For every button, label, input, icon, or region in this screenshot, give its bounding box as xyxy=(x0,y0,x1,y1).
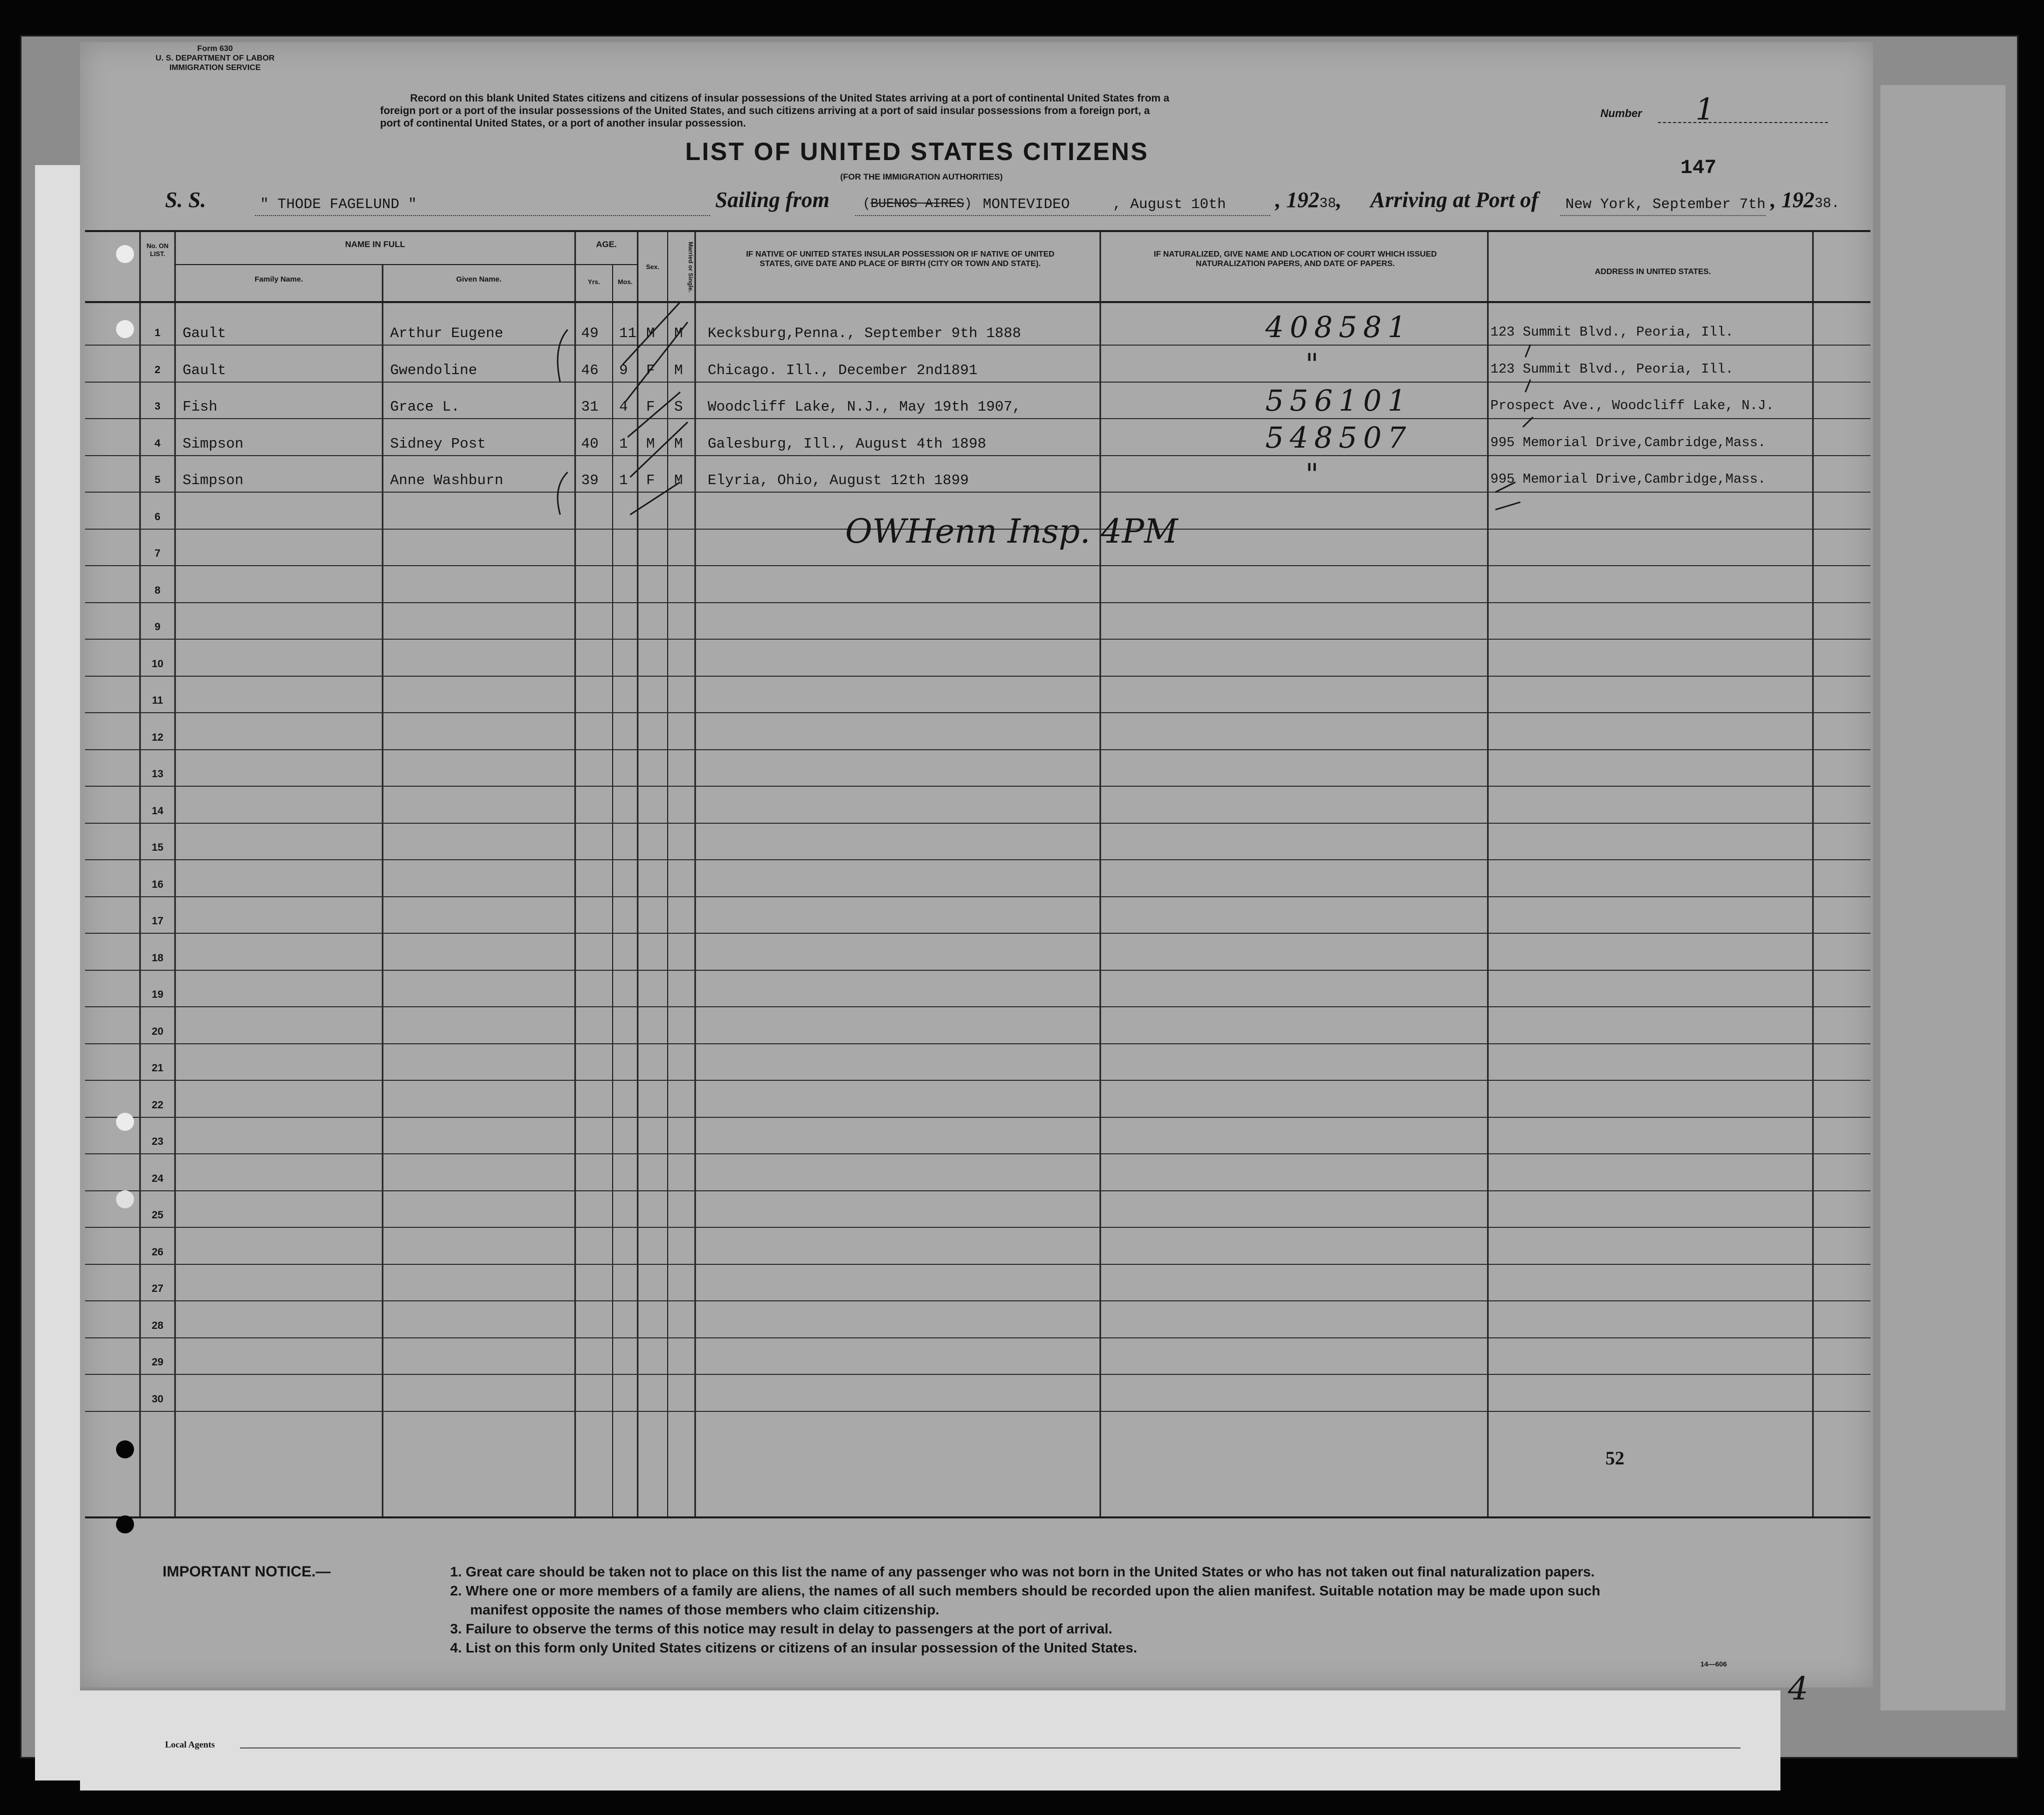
col-address-header: ADDRESS IN UNITED STATES. xyxy=(1594,268,1711,276)
row-number: 19 xyxy=(152,989,164,1000)
age-months-cell: 11 xyxy=(619,325,637,342)
naturalization-number-cell: " xyxy=(1305,457,1325,491)
marital-status-cell: M xyxy=(674,435,683,452)
row-rule xyxy=(85,786,1870,787)
row-number: 13 xyxy=(152,768,164,780)
age-years-cell: 31 xyxy=(581,399,599,415)
underlying-page-right xyxy=(1880,85,2005,1710)
given-name-cell: Grace L. xyxy=(390,399,460,415)
marital-status-cell: S xyxy=(674,399,683,415)
address-cell: 995 Memorial Drive,Cambridge,Mass. xyxy=(1490,472,1766,487)
naturalization-number-cell: 548507 xyxy=(1265,420,1412,455)
print-code: 14—606 xyxy=(1700,1660,1727,1668)
row-number: 24 xyxy=(152,1172,164,1184)
local-agents-line xyxy=(240,1747,1740,1748)
notice-item-2: 2. Where one or more members of a family are aliens, the names of all such members should be recorded upon the alien manifest. Suitable notation may be made upon such xyxy=(450,1583,1600,1598)
row-number: 2 xyxy=(155,364,161,376)
sex-cell: M xyxy=(646,325,655,342)
row-rule xyxy=(85,1300,1870,1301)
row-number: 29 xyxy=(152,1356,164,1368)
age-months-cell: 4 xyxy=(619,399,628,415)
row-rule xyxy=(85,823,1870,824)
family-name-cell: Fish xyxy=(183,399,218,415)
address-cell: 123 Summit Blvd., Peoria, Ill. xyxy=(1490,325,1734,340)
age-months-cell: 1 xyxy=(619,472,628,489)
age-years-cell: 40 xyxy=(581,435,599,452)
sailing-label: Sailing from xyxy=(715,188,830,212)
row-number: 23 xyxy=(152,1136,164,1147)
row-rule xyxy=(85,1337,1870,1338)
local-agents-label: Local Agents xyxy=(165,1739,215,1749)
port-struck: (BUENOS AIRES) xyxy=(863,196,972,211)
number-value: 1 xyxy=(1695,92,1715,127)
row-number: 14 xyxy=(152,805,164,817)
sail-date: , August 10th xyxy=(1113,196,1226,213)
row-number: 9 xyxy=(155,621,161,633)
row-rule xyxy=(85,712,1870,713)
row-number: 7 xyxy=(155,548,161,559)
sail-year: , 19238, xyxy=(1275,188,1342,212)
age-months-cell: 9 xyxy=(619,362,628,379)
age-years-cell: 46 xyxy=(581,362,599,379)
port-from: MONTEVIDEO xyxy=(983,196,1070,213)
birth-place-date-cell: Chicago. Ill., December 2nd1891 xyxy=(708,362,978,379)
row-number: 1 xyxy=(155,327,161,339)
instructions-line-2: foreign port or a port of the insular possessions of the United States, and such citizens arriving at a port of said insular possessions from a foreign port, a xyxy=(380,105,1150,117)
family-name-cell: Gault xyxy=(183,362,227,379)
row-rule xyxy=(85,676,1870,677)
row-rule xyxy=(85,1153,1870,1154)
row-number: 17 xyxy=(152,915,164,927)
department-label: U. S. DEPARTMENT OF LABOR xyxy=(156,54,275,63)
white-sheet-bottom xyxy=(80,1690,1780,1790)
instructions-line-3: port of continental United States, or a port of another insular possession. xyxy=(380,118,746,129)
punch-hole xyxy=(116,1113,134,1131)
row-rule xyxy=(85,896,1870,897)
col-mos-header: Mos. xyxy=(618,278,633,286)
birth-place-date-cell: Elyria, Ohio, August 12th 1899 xyxy=(708,472,969,489)
birth-place-date-cell: Woodcliff Lake, N.J., May 19th 1907, xyxy=(708,399,1021,415)
address-cell: 995 Memorial Drive,Cambridge,Mass. xyxy=(1490,435,1766,451)
row-number: 21 xyxy=(152,1062,164,1074)
row-rule xyxy=(85,1190,1870,1191)
col-given-header: Given Name. xyxy=(456,275,502,284)
number-label: Number xyxy=(1600,107,1642,120)
page-title: LIST OF UNITED STATES CITIZENS xyxy=(685,138,1149,166)
row-number: 25 xyxy=(152,1209,164,1221)
form-number: Form 630 xyxy=(197,45,233,53)
manifest-sheet xyxy=(80,42,1873,1687)
row-number: 10 xyxy=(152,658,164,670)
col-no-header: No. ON LIST. xyxy=(146,242,169,258)
col-yrs-header: Yrs. xyxy=(588,278,600,286)
row-rule xyxy=(85,1411,1870,1412)
corner-mark: 4 xyxy=(1788,1670,1808,1707)
row-number: 22 xyxy=(152,1099,164,1111)
col-name-header: NAME IN FULL xyxy=(345,240,405,249)
row-rule xyxy=(85,933,1870,934)
ss-label: S. S. xyxy=(165,188,206,212)
instructions-line-1: Record on this blank United States citizens and citizens of insular possessions of the United States arriving at a port of continental United States from a xyxy=(410,93,1170,104)
notice-item-2-cont: manifest opposite the names of those members who claim citizenship. xyxy=(470,1602,940,1617)
col-age-header: AGE. xyxy=(596,240,617,249)
col-married-header: Married or Single. xyxy=(687,242,694,293)
punch-hole xyxy=(116,1515,134,1533)
given-name-cell: Gwendoline xyxy=(390,362,478,379)
marital-status-cell: M xyxy=(674,472,683,489)
naturalization-number-cell: " xyxy=(1305,347,1325,381)
given-name-cell: Anne Washburn xyxy=(390,472,504,489)
row-rule xyxy=(85,1043,1870,1044)
row-rule xyxy=(85,1080,1870,1081)
row-number: 8 xyxy=(155,584,161,596)
birth-place-date-cell: Galesburg, Ill., August 4th 1898 xyxy=(708,435,986,452)
col-native-header: IF NATIVE OF UNITED STATES INSULAR POSSESSION OR IF NATIVE OF UNITED STATES, GIVE DATE AND PLACE OF BIRTH (CITY OR TOWN AND STATE). xyxy=(746,250,1055,268)
given-name-cell: Arthur Eugene xyxy=(390,325,504,342)
family-name-cell: Simpson xyxy=(183,472,244,489)
row-rule xyxy=(85,970,1870,971)
given-name-cell: Sidney Post xyxy=(390,435,486,452)
row-number: 26 xyxy=(152,1246,164,1258)
row-rule xyxy=(85,1227,1870,1228)
row-number: 15 xyxy=(152,842,164,853)
row-number: 6 xyxy=(155,511,161,523)
address-cell: Prospect Ave., Woodcliff Lake, N.J. xyxy=(1490,399,1774,414)
family-name-cell: Gault xyxy=(183,325,227,342)
arriving-label: Arriving at Port of xyxy=(1370,188,1539,212)
sex-cell: F xyxy=(646,399,655,415)
white-sheet-edge xyxy=(35,165,80,1780)
col-family-header: Family Name. xyxy=(255,275,303,284)
punch-hole xyxy=(116,1190,134,1208)
arrival-year: , 19238. xyxy=(1770,188,1840,212)
family-name-cell: Simpson xyxy=(183,435,244,452)
row-number: 5 xyxy=(155,474,161,486)
row-number: 28 xyxy=(152,1319,164,1331)
row-number: 18 xyxy=(152,952,164,964)
inspector-note: OWHenn Insp. 4PM xyxy=(845,512,1178,551)
page-stamp: 147 xyxy=(1680,157,1717,180)
row-rule xyxy=(85,859,1870,860)
sex-cell: F xyxy=(646,472,655,489)
row-rule xyxy=(85,1374,1870,1375)
notice-item-3: 3. Failure to observe the terms of this notice may result in delay to passengers at the port of arrival. xyxy=(450,1621,1113,1636)
col-sex-header: Sex. xyxy=(646,263,660,271)
service-label: IMMIGRATION SERVICE xyxy=(169,64,261,72)
row-rule xyxy=(85,1006,1870,1007)
marital-status-cell: M xyxy=(674,362,683,379)
page-count: 52 xyxy=(1605,1448,1624,1469)
punch-hole xyxy=(116,320,134,338)
row-rule xyxy=(85,1264,1870,1265)
col-naturalized-header: IF NATURALIZED, GIVE NAME AND LOCATION OF COURT WHICH ISSUED NATURALIZATION PAPERS, AND DATE OF PAPERS. xyxy=(1154,250,1437,268)
address-cell: 123 Summit Blvd., Peoria, Ill. xyxy=(1490,362,1734,377)
row-number: 16 xyxy=(152,878,164,890)
birth-place-date-cell: Kecksburg,Penna., September 9th 1888 xyxy=(708,325,1021,342)
port-to: New York, September 7th xyxy=(1565,196,1766,213)
sex-cell: M xyxy=(646,435,655,452)
row-number: 30 xyxy=(152,1393,164,1405)
notice-heading: IMPORTANT NOTICE.— xyxy=(163,1563,331,1580)
notice-item-4: 4. List on this form only United States citizens or citizens of an insular possession of the United States. xyxy=(450,1640,1137,1655)
age-years-cell: 39 xyxy=(581,472,599,489)
age-months-cell: 1 xyxy=(619,435,628,452)
row-number: 12 xyxy=(152,731,164,743)
row-number: 4 xyxy=(155,437,161,449)
sex-cell: F xyxy=(646,362,655,379)
row-number: 20 xyxy=(152,1025,164,1037)
punch-hole xyxy=(116,245,134,263)
row-number: 11 xyxy=(152,695,164,706)
page-subtitle: (FOR THE IMMIGRATION AUTHORITIES) xyxy=(840,172,1003,182)
row-rule xyxy=(85,749,1870,750)
age-years-cell: 49 xyxy=(581,325,599,342)
row-number: 27 xyxy=(152,1283,164,1294)
ship-name: " THODE FAGELUND " xyxy=(260,196,417,213)
marital-status-cell: M xyxy=(674,325,683,342)
punch-hole xyxy=(116,1440,134,1458)
row-number: 3 xyxy=(155,401,161,412)
notice-item-1: 1. Great care should be taken not to place on this list the name of any passenger who was not born in the United States or who has not taken out final naturalization papers. xyxy=(450,1564,1595,1579)
naturalization-number-cell: 408581 xyxy=(1265,310,1412,344)
row-rule xyxy=(85,1117,1870,1118)
naturalization-number-cell: 556101 xyxy=(1265,384,1412,418)
handwritten-marks xyxy=(80,42,1873,642)
